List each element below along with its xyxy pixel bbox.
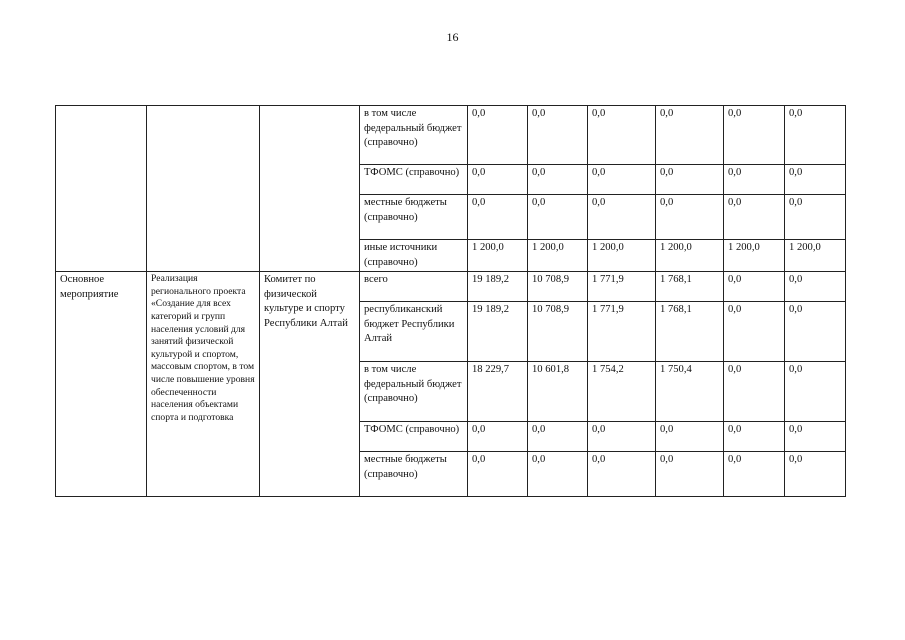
value-cell: 0,0 bbox=[724, 452, 785, 497]
value-cell: 0,0 bbox=[656, 422, 724, 452]
value-cell: 1 200,0 bbox=[785, 240, 846, 272]
executor-cell-empty bbox=[260, 106, 360, 272]
funding-source-cell: местные бюджеты (справочно) bbox=[360, 195, 468, 240]
value-cell: 0,0 bbox=[785, 272, 846, 302]
value-cell: 0,0 bbox=[588, 422, 656, 452]
value-cell: 10 708,9 bbox=[528, 302, 588, 362]
value-cell: 0,0 bbox=[528, 195, 588, 240]
table-body bbox=[56, 106, 846, 497]
funding-source-cell: местные бюджеты (справочно) bbox=[360, 452, 468, 497]
funding-source-cell: республиканский бюджет Республики Алтай bbox=[360, 302, 468, 362]
value-cell: 0,0 bbox=[528, 106, 588, 165]
value-cell: 0,0 bbox=[724, 422, 785, 452]
value-cell: 0,0 bbox=[785, 302, 846, 362]
value-cell: 0,0 bbox=[785, 195, 846, 240]
value-cell: 0,0 bbox=[724, 106, 785, 165]
value-cell: 1 200,0 bbox=[724, 240, 785, 272]
value-cell: 0,0 bbox=[468, 452, 528, 497]
activity-status-cell: Основное мероприятие bbox=[56, 272, 147, 497]
value-cell: 10 708,9 bbox=[528, 272, 588, 302]
value-cell: 0,0 bbox=[724, 195, 785, 240]
activity-name-cell: Реализация регионального проекта «Создание для всех категорий и групп населения условий для занятий физической культурой и спортом, массовым спортом, в том числе повышение уровня обеспеченности населения объектами спорта и подготовка bbox=[147, 272, 260, 497]
value-cell: 1 768,1 bbox=[656, 302, 724, 362]
value-cell: 0,0 bbox=[656, 106, 724, 165]
page-number: 16 bbox=[446, 30, 459, 44]
value-cell: 0,0 bbox=[588, 106, 656, 165]
value-cell: 1 200,0 bbox=[528, 240, 588, 272]
value-cell: 1 768,1 bbox=[656, 272, 724, 302]
funding-source-cell: иные источники (справочно) bbox=[360, 240, 468, 272]
name-cell-empty bbox=[147, 106, 260, 272]
value-cell: 18 229,7 bbox=[468, 362, 528, 422]
value-cell: 19 189,2 bbox=[468, 272, 528, 302]
value-cell: 1 771,9 bbox=[588, 302, 656, 362]
value-cell: 0,0 bbox=[588, 165, 656, 195]
value-cell: 1 750,4 bbox=[656, 362, 724, 422]
value-cell: 0,0 bbox=[588, 195, 656, 240]
value-cell: 0,0 bbox=[528, 165, 588, 195]
value-cell: 0,0 bbox=[785, 106, 846, 165]
value-cell: 0,0 bbox=[785, 422, 846, 452]
value-cell: 1 754,2 bbox=[588, 362, 656, 422]
funding-source-cell: ТФОМС (справочно) bbox=[360, 422, 468, 452]
value-cell: 1 771,9 bbox=[588, 272, 656, 302]
value-cell: 0,0 bbox=[724, 362, 785, 422]
value-cell: 0,0 bbox=[528, 452, 588, 497]
value-cell: 1 200,0 bbox=[656, 240, 724, 272]
budget-table bbox=[55, 105, 846, 497]
value-cell: 0,0 bbox=[468, 165, 528, 195]
funding-source-cell: в том числе федеральный бюджет (справочно) bbox=[360, 362, 468, 422]
value-cell: 0,0 bbox=[724, 302, 785, 362]
funding-source-cell: ТФОМС (справочно) bbox=[360, 165, 468, 195]
value-cell: 0,0 bbox=[785, 165, 846, 195]
value-cell: 0,0 bbox=[785, 362, 846, 422]
value-cell: 0,0 bbox=[468, 106, 528, 165]
value-cell: 10 601,8 bbox=[528, 362, 588, 422]
value-cell: 0,0 bbox=[724, 272, 785, 302]
value-cell: 0,0 bbox=[724, 165, 785, 195]
status-cell-empty bbox=[56, 106, 147, 272]
value-cell: 0,0 bbox=[785, 452, 846, 497]
funding-source-cell: всего bbox=[360, 272, 468, 302]
activity-executor-cell: Комитет по физической культуре и спорту Республики Алтай bbox=[260, 272, 360, 497]
value-cell: 0,0 bbox=[468, 422, 528, 452]
value-cell: 0,0 bbox=[588, 452, 656, 497]
value-cell: 19 189,2 bbox=[468, 302, 528, 362]
value-cell: 0,0 bbox=[656, 165, 724, 195]
value-cell: 1 200,0 bbox=[588, 240, 656, 272]
value-cell: 0,0 bbox=[468, 195, 528, 240]
table-row bbox=[56, 272, 846, 302]
table-row bbox=[56, 106, 846, 165]
value-cell: 1 200,0 bbox=[468, 240, 528, 272]
funding-source-cell: в том числе федеральный бюджет (справочно) bbox=[360, 106, 468, 165]
value-cell: 0,0 bbox=[528, 422, 588, 452]
value-cell: 0,0 bbox=[656, 452, 724, 497]
value-cell: 0,0 bbox=[656, 195, 724, 240]
